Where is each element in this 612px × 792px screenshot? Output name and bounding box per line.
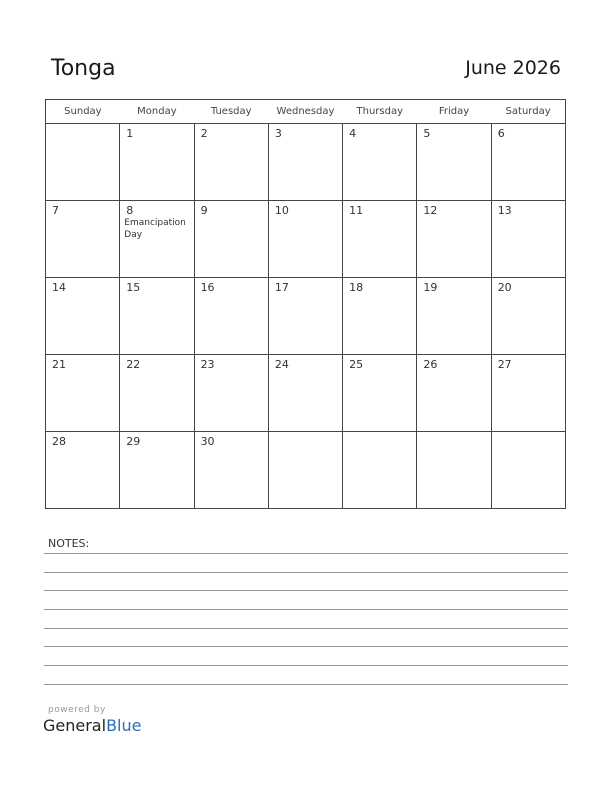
- day-number: 15: [126, 281, 141, 294]
- weekday-monday: Monday: [120, 100, 194, 124]
- weekday-saturday: Saturday: [491, 100, 565, 124]
- day-number: 23: [200, 358, 215, 371]
- day-number: 21: [52, 358, 66, 371]
- powered-by-text: powered by: [48, 705, 106, 715]
- day-cell: [268, 201, 342, 278]
- day-number: 1: [126, 127, 134, 140]
- day-number: 17: [274, 281, 289, 294]
- day-cell: [194, 201, 268, 278]
- day-cell: [491, 201, 565, 278]
- day-number: 24: [274, 358, 289, 371]
- day-number: 18: [349, 281, 364, 294]
- notes-label: NOTES:: [48, 537, 90, 550]
- day-number: 4: [349, 127, 357, 140]
- day-number: 16: [200, 281, 215, 294]
- day-cell: [46, 201, 120, 278]
- day-number: 14: [52, 281, 66, 294]
- day-cell: [417, 355, 491, 432]
- day-cell: [343, 201, 417, 278]
- notes-line: [44, 684, 568, 685]
- day-cell: [46, 278, 120, 355]
- day-number: 9: [200, 204, 208, 217]
- day-cell: [194, 278, 268, 355]
- calendar-week-row: [46, 124, 566, 201]
- day-cell: [120, 432, 194, 509]
- day-number: 11: [349, 204, 364, 217]
- day-number: 12: [423, 204, 438, 217]
- calendar-week-row: [46, 201, 566, 278]
- day-cell: [46, 124, 120, 201]
- day-cell: [268, 355, 342, 432]
- day-cell: [120, 278, 194, 355]
- day-number: 5: [423, 127, 431, 140]
- calendar-week-row: [46, 278, 566, 355]
- day-number: 3: [274, 127, 282, 140]
- day-cell: [417, 432, 491, 509]
- day-number: 29: [126, 435, 141, 448]
- day-cell: [343, 278, 417, 355]
- brand-blue: Blue: [106, 716, 142, 735]
- day-number: 30: [200, 435, 215, 448]
- holiday-label: Emancipation Day: [124, 218, 186, 240]
- day-number: 25: [349, 358, 364, 371]
- day-number: 7: [52, 204, 59, 217]
- day-cell: [343, 432, 417, 509]
- day-cell: [491, 124, 565, 201]
- day-cell: [46, 432, 120, 509]
- day-number: 27: [497, 358, 512, 371]
- weekday-tuesday: Tuesday: [194, 100, 268, 124]
- calendar-grid: [45, 99, 566, 509]
- day-cell: [194, 432, 268, 509]
- weekday-thursday: Thursday: [343, 100, 417, 124]
- day-cell: [491, 355, 565, 432]
- brand-general: General: [43, 716, 107, 735]
- calendar-week-row: [46, 355, 566, 432]
- day-number: 2: [200, 127, 208, 140]
- day-cell: [417, 201, 491, 278]
- day-number: 28: [52, 435, 66, 448]
- calendar-week-row: [46, 432, 566, 509]
- notes-line: [44, 646, 568, 647]
- notes-line: [44, 553, 568, 554]
- day-number: 19: [423, 281, 438, 294]
- day-number: 8: [126, 204, 134, 217]
- weekday-sunday: Sunday: [46, 100, 120, 124]
- day-cell: [46, 355, 120, 432]
- day-cell: [343, 355, 417, 432]
- day-number: 6: [497, 127, 505, 140]
- day-cell: [268, 124, 342, 201]
- notes-line: [44, 628, 568, 629]
- day-cell: [491, 278, 565, 355]
- day-number: 22: [126, 358, 141, 371]
- day-cell: [491, 432, 565, 509]
- day-cell: [120, 124, 194, 201]
- day-number: 20: [497, 281, 512, 294]
- day-cell: [268, 432, 342, 509]
- day-cell: [194, 124, 268, 201]
- notes-line: [44, 609, 568, 610]
- day-number: 10: [274, 204, 289, 217]
- day-number: 26: [423, 358, 438, 371]
- day-cell: [343, 124, 417, 201]
- day-cell: [194, 355, 268, 432]
- weekday-wednesday: Wednesday: [268, 100, 342, 124]
- notes-line: [44, 665, 568, 666]
- day-number: 13: [497, 204, 512, 217]
- day-cell: [417, 124, 491, 201]
- weekday-friday: Friday: [417, 100, 491, 124]
- notes-line: [44, 572, 568, 573]
- day-cell: [120, 201, 194, 278]
- day-cell: [268, 278, 342, 355]
- day-cell: [120, 355, 194, 432]
- month-year-title: June 2026: [465, 57, 561, 79]
- country-title: Tonga: [51, 56, 116, 81]
- day-cell: [417, 278, 491, 355]
- notes-line: [44, 590, 568, 591]
- weekday-header-row: [46, 100, 566, 124]
- generalblue-logo[interactable]: [43, 716, 141, 735]
